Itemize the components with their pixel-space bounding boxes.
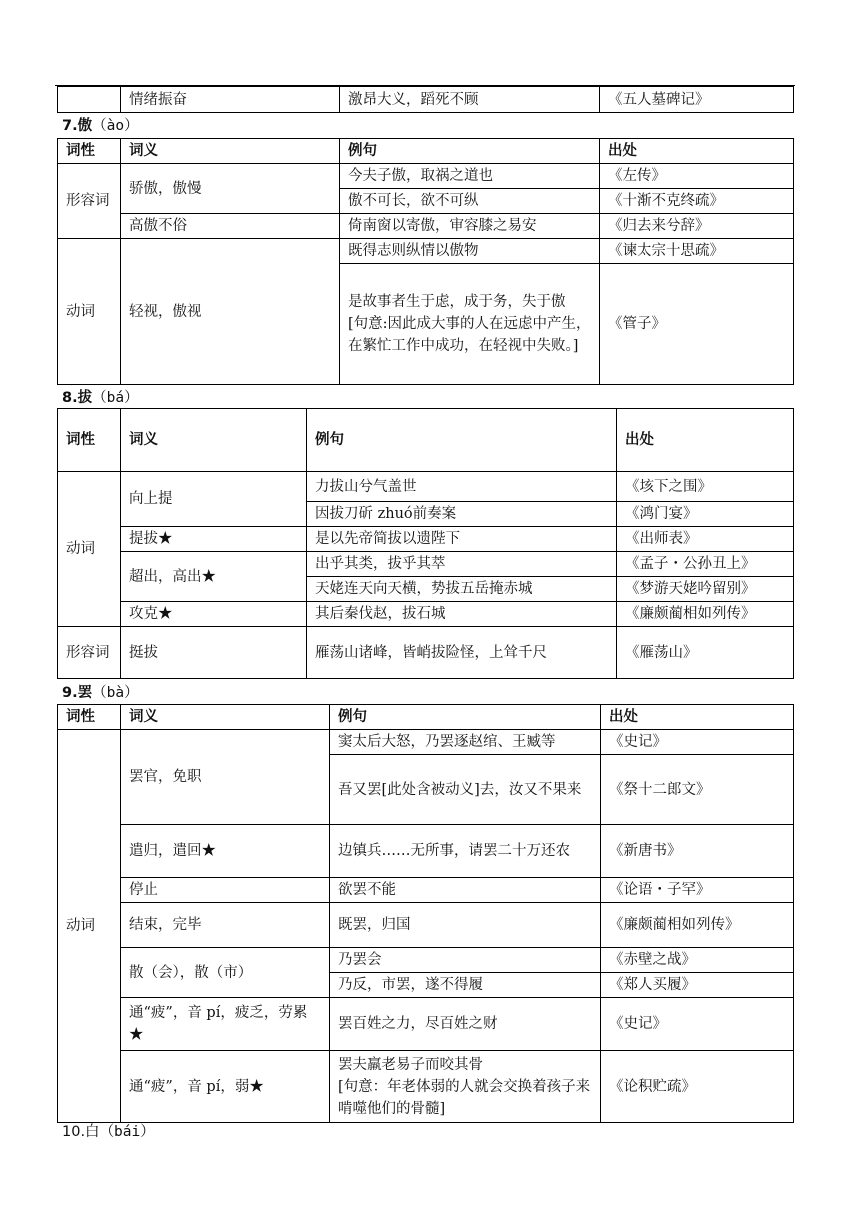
meaning-cell: 结束，完毕: [121, 903, 330, 948]
section-7-title: [62, 114, 139, 135]
meaning-cell: 骄傲，傲慢: [121, 164, 340, 214]
source-cell: 《垓下之围》: [617, 472, 794, 502]
source-cell: 《祭十二郎文》: [601, 755, 794, 825]
header-example: 例句: [340, 139, 600, 164]
example-cell: 边镇兵……无所事，请罢二十万还农: [330, 825, 601, 878]
example-cell: 天姥连天向天横，势拔五岳掩赤城: [307, 577, 617, 602]
table-row: [58, 948, 794, 973]
example-note: [句意：年老体弱的人就会交换着孩子来啃噬他们的骨髓]: [338, 1078, 591, 1117]
meaning-cell: 通“疲”，音 pí，疲乏，劳累★: [121, 998, 330, 1051]
source-cell: 《论积贮疏》: [601, 1051, 794, 1123]
section-8-table: [57, 408, 794, 679]
source-cell: 《郑人买履》: [601, 973, 794, 998]
source-cell: 《雁荡山》: [617, 627, 794, 679]
example-cell: 窦太后大怒，乃罢逐赵绾、王臧等: [330, 730, 601, 755]
example-cell: 是以先帝简拔以遗陛下: [307, 527, 617, 552]
header-source: 出处: [600, 139, 794, 164]
example-cell: 今夫子傲，取祸之道也: [340, 164, 600, 189]
table-row: [58, 627, 794, 679]
source-cell: 《鸿门宴》: [617, 502, 794, 527]
example-cell: 既得志则纵情以傲物: [340, 239, 600, 264]
source-cell: 《十渐不克终疏》: [600, 189, 794, 214]
header-row: [58, 409, 794, 472]
section-9-pinyin: （bà）: [92, 685, 139, 701]
source-cell: 《出师表》: [617, 527, 794, 552]
header-row: [58, 705, 794, 730]
table-row: [58, 1051, 794, 1123]
example-cell: 因拔刀斫 zhuó前奏案: [307, 502, 617, 527]
pos-cell: 动词: [58, 239, 121, 385]
header-meaning: 词义: [121, 409, 307, 472]
meaning-cell: 停止: [121, 878, 330, 903]
table-row: [58, 730, 794, 755]
section-8-char: 8.拔: [62, 390, 93, 406]
table-row: [58, 602, 794, 627]
source-cell: 《归去来兮辞》: [600, 214, 794, 239]
section-10-char: 10.白: [62, 1124, 100, 1140]
example-text: 罢夫羸老易子而咬其骨: [338, 1056, 483, 1073]
pos-cell: 形容词: [58, 164, 121, 239]
section-7-table: [57, 138, 794, 385]
example-cell: 罢百姓之力，尽百姓之财: [330, 998, 601, 1051]
pos-cell: [58, 87, 121, 113]
section-9-table: [57, 704, 794, 1123]
example-cell: [340, 264, 600, 385]
table-row: [58, 527, 794, 552]
example-cell: 吾又罢[此处含被动义]去，汝又不果来: [330, 755, 601, 825]
section-10-title: [62, 1120, 155, 1141]
header-meaning: 词义: [121, 139, 340, 164]
table-row: [58, 825, 794, 878]
source-cell: 《廉颇蔺相如列传》: [617, 602, 794, 627]
meaning-cell: 高傲不俗: [121, 214, 340, 239]
example-cell: 出乎其类，拔乎其萃: [307, 552, 617, 577]
section-9-char: 9.罢: [62, 685, 93, 701]
example-cell: 乃罢会: [330, 948, 601, 973]
section-8-title: [62, 386, 139, 407]
section-8-pinyin: （bá）: [92, 390, 139, 406]
table-row: [58, 472, 794, 502]
example-cell: 其后秦伐赵，拔石城: [307, 602, 617, 627]
example-note: [句意:因此成大事的人在远虑中产生，在繁忙工作中成功，在轻视中失败。]: [348, 316, 591, 354]
source-cell: 《谏太宗十思疏》: [600, 239, 794, 264]
meaning-cell: 攻克★: [121, 602, 307, 627]
meaning-cell: 向上提: [121, 472, 307, 527]
source-cell: 《史记》: [601, 730, 794, 755]
section-7-char: 7.傲: [62, 118, 93, 134]
header-source: 出处: [601, 705, 794, 730]
section-10-pinyin: （bái）: [99, 1124, 155, 1140]
source-cell: 《孟子・公孙丑上》: [617, 552, 794, 577]
source-cell: 《论语・子罕》: [601, 878, 794, 903]
example-cell: [330, 1051, 601, 1123]
source-cell: 《史记》: [601, 998, 794, 1051]
meaning-cell: 遣归，遣回★: [121, 825, 330, 878]
section-9-title: [62, 681, 139, 702]
example-cell: 倚南窗以寄傲，审容膝之易安: [340, 214, 600, 239]
meaning-cell: 通“疲”，音 pí，弱★: [121, 1051, 330, 1123]
meaning-cell: 超出，高出★: [121, 552, 307, 602]
header-row: [58, 139, 794, 164]
source-cell: 《五人墓碑记》: [600, 87, 794, 113]
table-row: [58, 239, 794, 264]
example-cell: 雁荡山诸峰，皆峭拔险怪，上耸千尺: [307, 627, 617, 679]
continued-table: [57, 86, 794, 113]
header-pos: 词性: [58, 409, 121, 472]
pos-cell: 形容词: [58, 627, 121, 679]
meaning-cell: 散（会），散（市）: [121, 948, 330, 998]
table-row: [58, 903, 794, 948]
example-cell: 欲罢不能: [330, 878, 601, 903]
table-row: [58, 87, 794, 113]
header-pos: 词性: [58, 705, 121, 730]
source-cell: 《廉颇蔺相如列传》: [601, 903, 794, 948]
meaning-cell: 提拔★: [121, 527, 307, 552]
header-pos: 词性: [58, 139, 121, 164]
table-row: [58, 552, 794, 577]
table-row: [58, 878, 794, 903]
example-cell: 力拔山兮气盖世: [307, 472, 617, 502]
meaning-cell: 轻视，傲视: [121, 239, 340, 385]
source-cell: 《新唐书》: [601, 825, 794, 878]
source-cell: 《梦游天姥吟留别》: [617, 577, 794, 602]
table-row: [58, 998, 794, 1051]
header-source: 出处: [617, 409, 794, 472]
header-meaning: 词义: [121, 705, 330, 730]
pos-cell: 动词: [58, 472, 121, 627]
source-cell: 《左传》: [600, 164, 794, 189]
table-row: [58, 164, 794, 189]
example-cell: 既罢，归国: [330, 903, 601, 948]
table-row: [58, 214, 794, 239]
example-cell: 乃反，市罢，遂不得履: [330, 973, 601, 998]
meaning-cell: 情绪振奋: [121, 87, 340, 113]
header-example: 例句: [307, 409, 617, 472]
example-text: 是故事者生于虑，成于务，失于傲: [348, 294, 566, 310]
meaning-cell: 挺拔: [121, 627, 307, 679]
source-cell: 《管子》: [600, 264, 794, 385]
source-cell: 《赤壁之战》: [601, 948, 794, 973]
section-7-pinyin: （ào）: [92, 118, 139, 134]
header-example: 例句: [330, 705, 601, 730]
example-cell: 激昂大义，蹈死不顾: [340, 87, 600, 113]
example-cell: 傲不可长，欲不可纵: [340, 189, 600, 214]
meaning-cell: 罢官，免职: [121, 730, 330, 825]
pos-cell: 动词: [58, 730, 121, 1123]
